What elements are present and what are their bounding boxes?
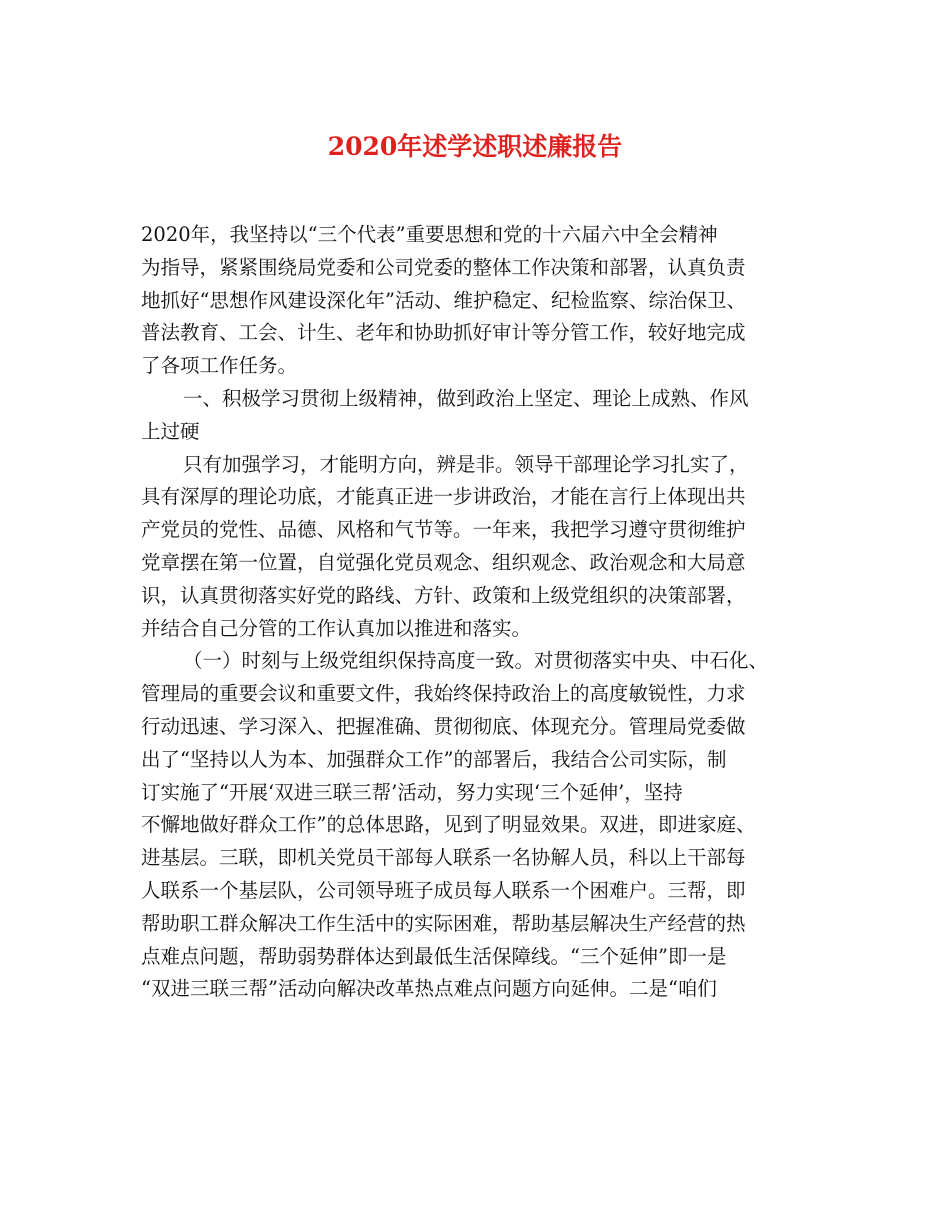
text-line: 进基层。三联，即机关党员干部每人联系一名协解人员，科以上干部每 — [141, 846, 746, 870]
text-line: 识，认真贯彻落实好党的路线、方针、政策和上级党组织的决策部署， — [141, 583, 746, 607]
text-line: 上过硬 — [141, 419, 200, 443]
text-line: 出了“坚持以人为本、加强群众工作”的部署后，我结合公司实际，制 — [141, 747, 727, 771]
text-line: 为指导，紧紧围绕局党委和公司党委的整体工作决策和部署，认真负责 — [141, 255, 746, 279]
text-line: 了各项工作任务。 — [141, 354, 298, 378]
text-line: 人联系一个基层队，公司领导班子成员每人联系一个困难户。三帮，即 — [141, 878, 746, 902]
text-line: 帮助职工群众解决工作生活中的实际困难，帮助基层解决生产经营的热 — [141, 911, 746, 935]
text-line: “双进三联三帮”活动向解决改革热点难点问题方向延伸。二是“咱们 — [141, 977, 717, 1001]
text-line: 一、积极学习贯彻上级精神，做到政治上坚定、理论上成熟、作风 — [183, 386, 749, 410]
text-line: 只有加强学习，才能明方向，辨是非。领导干部理论学习扎实了， — [183, 452, 749, 476]
text-line: 点难点问题，帮助弱势群体达到最低生活保障线。“三个延伸”即一是 — [141, 944, 727, 968]
text-line: 行动迅速、学习深入、把握准确、贯彻彻底、体现充分。管理局党委做 — [141, 714, 746, 738]
text-line: 并结合自己分管的工作认真加以推进和落实。 — [141, 616, 532, 640]
text-line: 2020年，我坚持以“三个代表”重要思想和党的十六届六中全会精神 — [141, 223, 718, 246]
text-line: 地抓好“思想作风建设深化年”活动、维护稳定、纪检监察、综治保卫、 — [141, 288, 746, 312]
text-line: 订实施了“开展‘双进三联三帮’活动，努力实现‘三个延伸’，坚持 — [141, 780, 683, 804]
text-line: （一）时刻与上级党组织保持高度一致。对贯彻落实中央、中石化、 — [183, 649, 769, 673]
text-line: 普法教育、工会、计生、老年和协助抓好审计等分管工作，较好地完成 — [141, 321, 746, 345]
text-line: 产党员的党性、品德、风格和气节等。一年来，我把学习遵守贯彻维护 — [141, 518, 746, 542]
text-line: 具有深厚的理论功底，才能真正进一步讲政治，才能在言行上体现出共 — [141, 485, 746, 509]
text-line: 管理局的重要会议和重要文件，我始终保持政治上的高度敏锐性，力求 — [141, 682, 746, 706]
document-body — [141, 219, 821, 1006]
document-title: 2020年述学述职述廉报告 — [327, 132, 623, 161]
text-line: 不懈地做好群众工作”的总体思路，见到了明显效果。双进，即进家庭、 — [141, 813, 756, 837]
text-line: 党章摆在第一位置，自觉强化党员观念、组织观念、政治观念和大局意 — [141, 550, 746, 574]
